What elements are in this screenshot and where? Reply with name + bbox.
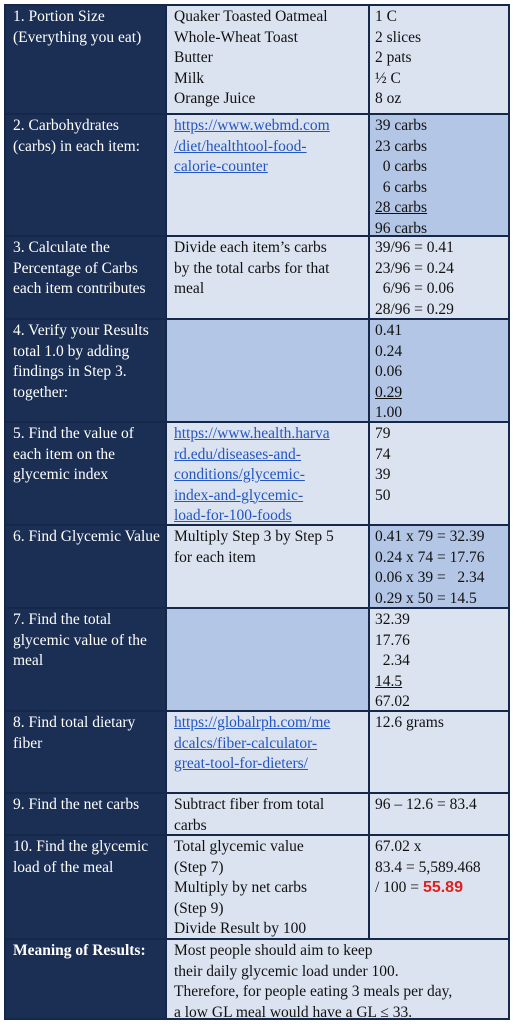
row-glycemic-value bbox=[6, 526, 508, 609]
step-label bbox=[6, 6, 167, 113]
row-carbohydrates bbox=[6, 115, 508, 237]
step-label-text: 9. Find the net carbs bbox=[13, 796, 140, 813]
glycemic-value: 32.39 bbox=[375, 611, 410, 628]
gi-value: 74 bbox=[375, 445, 391, 463]
instruction: (Step 9) bbox=[174, 899, 224, 917]
percentage-value: 23/96 = 0.24 bbox=[375, 259, 454, 277]
glycemic-load-result: 55.89 bbox=[422, 879, 463, 896]
row-portion-size bbox=[6, 6, 508, 115]
glycemic-value: 17.76 bbox=[375, 631, 410, 649]
result-cell bbox=[370, 526, 508, 607]
link-text: great-tool-for-dieters/ bbox=[174, 755, 308, 772]
result-cell bbox=[370, 115, 508, 235]
link-text: load-for-100-foods bbox=[174, 507, 292, 524]
food-item: Whole-Wheat Toast bbox=[174, 28, 298, 46]
link-text: /diet/healthtool-food- bbox=[174, 137, 307, 155]
link-text: https://globalrph.com/me bbox=[174, 714, 331, 731]
info-cell bbox=[167, 712, 370, 792]
glycemic-value: 2.34 bbox=[375, 652, 410, 669]
link-text: calorie-counter bbox=[174, 158, 268, 175]
instruction: carbs bbox=[174, 816, 207, 834]
info-cell bbox=[167, 794, 370, 834]
glycemic-total: 67.02 bbox=[375, 693, 410, 710]
step-label-text: 4. Verify your Results total 1.0 by adding findings in Step 3. together: bbox=[13, 322, 149, 401]
instruction: Multiply by net carbs bbox=[174, 879, 308, 896]
fiber-value: 12.6 grams bbox=[375, 714, 444, 731]
instruction: Total glycemic value bbox=[174, 838, 304, 855]
info-cell bbox=[167, 609, 370, 710]
info-cell bbox=[167, 237, 370, 318]
step-label-text: 8. Find total dietary fiber bbox=[13, 714, 136, 752]
meaning-label-text: Meaning of Results: bbox=[13, 942, 146, 959]
food-item: Butter bbox=[174, 49, 213, 66]
link-text: index-and-glycemic- bbox=[174, 486, 304, 504]
link-text: conditions/glycemic- bbox=[174, 466, 305, 483]
step-label bbox=[6, 609, 167, 710]
row-total-glycemic-value bbox=[6, 609, 508, 712]
meaning-text-cell bbox=[167, 940, 508, 1021]
row-percentage bbox=[6, 237, 508, 320]
food-item: Quaker Toasted Oatmeal bbox=[174, 8, 328, 25]
step-label-text: 7. Find the total glycemic value of the meal bbox=[13, 611, 147, 669]
glycemic-load-worksheet bbox=[4, 4, 510, 1020]
globalrph-link[interactable] bbox=[174, 713, 364, 775]
step-label bbox=[6, 115, 167, 235]
info-cell bbox=[167, 423, 370, 524]
result-cell bbox=[370, 836, 508, 938]
glycemic-calc: 0.41 x 79 = 32.39 bbox=[375, 528, 485, 545]
info-cell bbox=[167, 320, 370, 421]
portion-value: 1 C bbox=[375, 8, 397, 25]
fraction-total: 1.00 bbox=[375, 404, 403, 421]
carb-value: 23 carbs bbox=[375, 137, 428, 155]
row-glycemic-load bbox=[6, 836, 508, 940]
carb-value: 0 carbs bbox=[375, 158, 428, 175]
carb-value: 39 carbs bbox=[375, 117, 428, 134]
food-item: Milk bbox=[174, 69, 205, 87]
meaning-text: their daily glycemic load under 100. bbox=[174, 962, 399, 980]
step-label bbox=[6, 836, 167, 938]
carb-value: 6 carbs bbox=[375, 178, 428, 196]
result-cell bbox=[370, 6, 508, 113]
step-label bbox=[6, 794, 167, 834]
step-label bbox=[6, 423, 167, 524]
fraction-value: 0.29 bbox=[375, 383, 403, 401]
instruction: for each item bbox=[174, 548, 256, 566]
instruction: Divide Result by 100 bbox=[174, 920, 307, 937]
webmd-link[interactable] bbox=[174, 116, 364, 178]
gi-value: 79 bbox=[375, 425, 391, 442]
portion-value: ½ C bbox=[375, 69, 401, 87]
link-text: https://www.health.harva bbox=[174, 425, 330, 442]
info-cell bbox=[167, 115, 370, 235]
meaning-text: Most people should aim to keep bbox=[174, 942, 373, 959]
carb-value: 28 carbs bbox=[375, 199, 428, 216]
step-label bbox=[6, 712, 167, 792]
link-text: rd.edu/diseases-and- bbox=[174, 445, 301, 463]
row-meaning bbox=[6, 940, 508, 1021]
step-label-text: 3. Calculate the Percentage of Carbs each item contributes bbox=[13, 239, 146, 297]
glycemic-load-calc: 83.4 = 5,589.468 bbox=[375, 858, 481, 876]
gi-value: 50 bbox=[375, 486, 391, 504]
glycemic-load-calc: 67.02 x bbox=[375, 838, 422, 855]
instruction: Divide each item’s carbs bbox=[174, 239, 327, 256]
food-item: Orange Juice bbox=[174, 90, 256, 107]
info-cell bbox=[167, 6, 370, 113]
fraction-value: 0.06 bbox=[375, 363, 403, 380]
percentage-value: 6/96 = 0.06 bbox=[375, 280, 454, 297]
link-text: https://www.webmd.com bbox=[174, 117, 330, 134]
instruction: by the total carbs for that bbox=[174, 259, 330, 277]
step-label-text: 6. Find Glycemic Value bbox=[13, 528, 160, 545]
result-cell bbox=[370, 609, 508, 710]
info-cell bbox=[167, 526, 370, 607]
glycemic-calc: 0.06 x 39 = 2.34 bbox=[375, 569, 485, 586]
portion-value: 2 slices bbox=[375, 28, 422, 46]
step-label bbox=[6, 237, 167, 318]
percentage-value: 39/96 = 0.41 bbox=[375, 239, 454, 256]
step-label bbox=[6, 526, 167, 607]
glycemic-calc: 0.29 x 50 = 14.5 bbox=[375, 589, 477, 607]
step-label-text: 10. Find the glycemic load of the meal bbox=[13, 838, 149, 876]
result-cell bbox=[370, 320, 508, 421]
meaning-text: a low GL meal would have a GL ≤ 33. bbox=[174, 1003, 413, 1021]
result-cell bbox=[370, 237, 508, 318]
net-carbs-calc: 96 – 12.6 = 83.4 bbox=[375, 796, 477, 813]
step-label-text: 2. Carbohydrates (carbs) in each item: bbox=[13, 117, 140, 155]
instruction: Multiply Step 3 by Step 5 bbox=[174, 528, 334, 545]
result-cell bbox=[370, 712, 508, 792]
row-net-carbs bbox=[6, 794, 508, 836]
gi-value: 39 bbox=[375, 466, 391, 483]
meaning-label bbox=[6, 940, 167, 1018]
glycemic-calc: 0.24 x 74 = 17.76 bbox=[375, 548, 485, 566]
harvard-health-link[interactable] bbox=[174, 424, 364, 527]
instruction: (Step 7) bbox=[174, 858, 224, 876]
instruction: meal bbox=[174, 280, 205, 297]
step-label-text: 5. Find the value of each item on the glycemic index bbox=[13, 425, 134, 483]
instruction: Subtract fiber from total bbox=[174, 796, 325, 813]
percentage-value: 28/96 = 0.29 bbox=[375, 300, 454, 318]
row-dietary-fiber bbox=[6, 712, 508, 794]
row-verify bbox=[6, 320, 508, 423]
fraction-value: 0.24 bbox=[375, 342, 403, 360]
step-label-text: 1. Portion Size (Everything you eat) bbox=[13, 8, 142, 46]
glycemic-load-calc: / 100 = bbox=[375, 879, 423, 896]
result-cell bbox=[370, 423, 508, 524]
fraction-value: 0.41 bbox=[375, 322, 403, 339]
step-label bbox=[6, 320, 167, 421]
meaning-text: Therefore, for people eating 3 meals per day, bbox=[174, 983, 453, 1000]
row-glycemic-index bbox=[6, 423, 508, 526]
result-cell bbox=[370, 794, 508, 834]
portion-value: 8 oz bbox=[375, 90, 402, 107]
carb-total: 96 carbs bbox=[375, 219, 428, 237]
info-cell bbox=[167, 836, 370, 938]
portion-value: 2 pats bbox=[375, 49, 412, 66]
link-text: dcalcs/fiber-calculator- bbox=[174, 734, 318, 752]
glycemic-value: 14.5 bbox=[375, 672, 403, 690]
